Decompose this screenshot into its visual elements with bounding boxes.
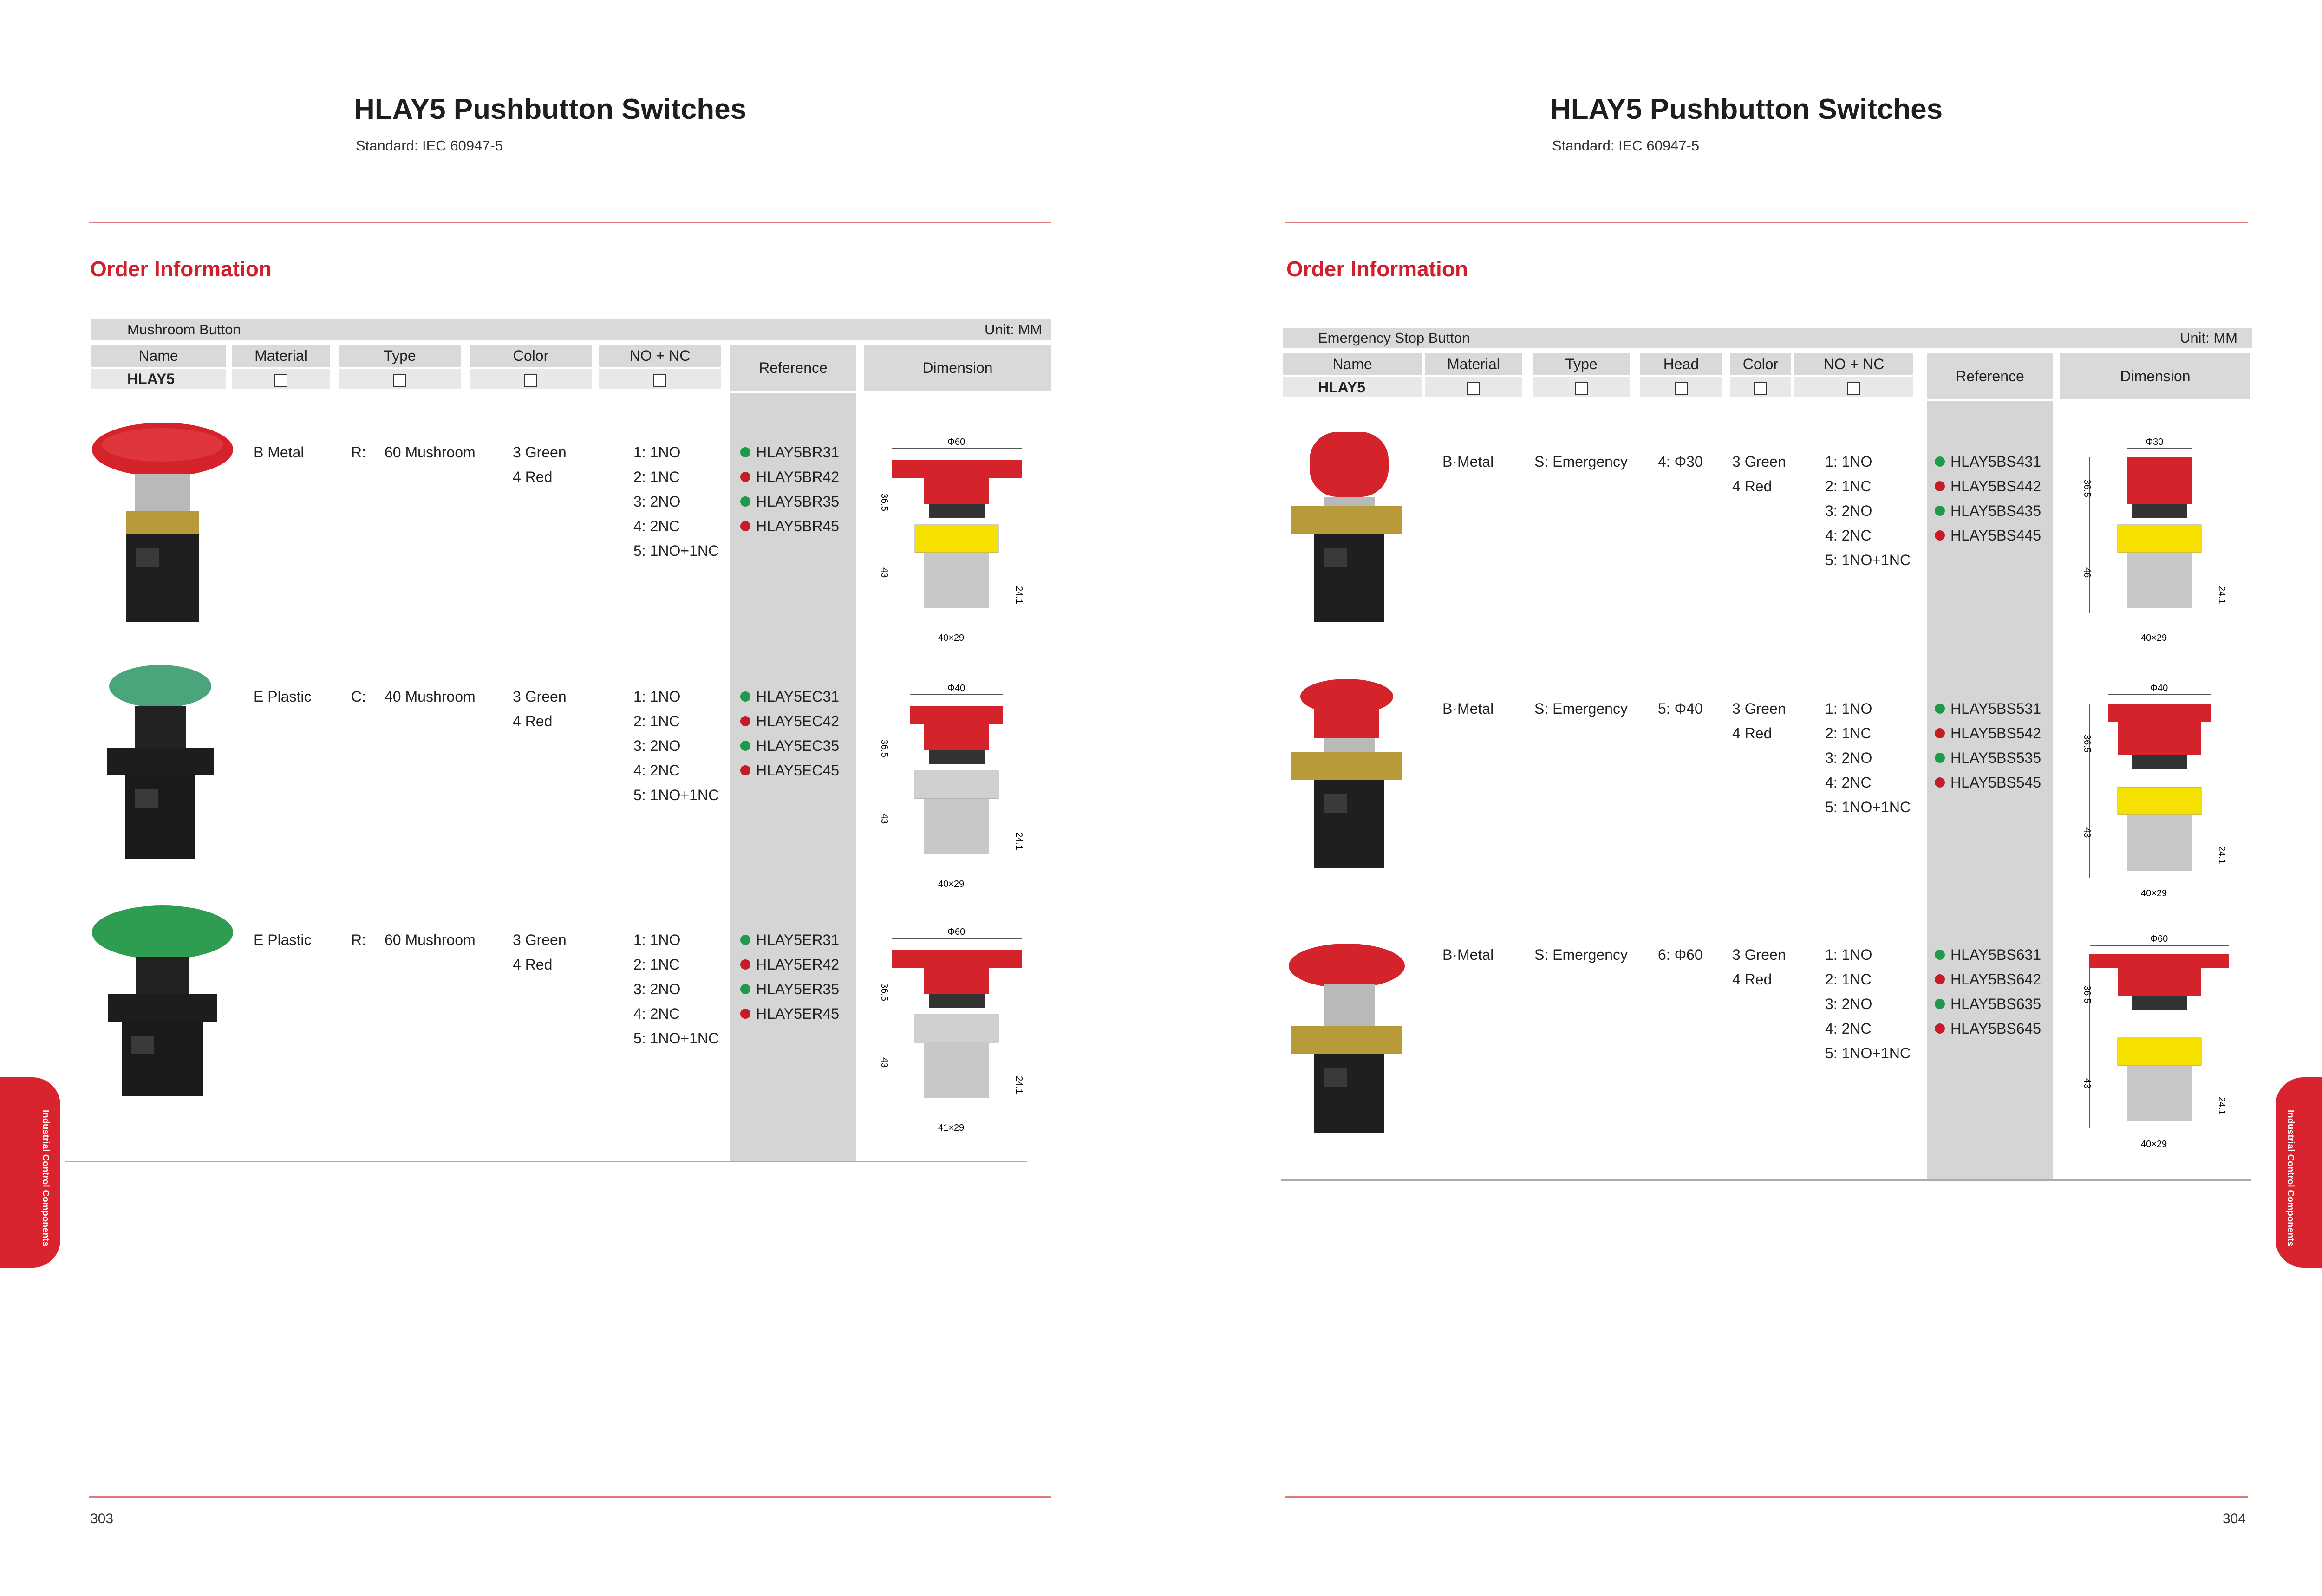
side-tab <box>2276 1077 2322 1268</box>
svg-text:36.5: 36.5 <box>2082 735 2092 753</box>
reference-item[interactable]: HLAY5EC45 <box>740 758 839 783</box>
header-name: Name <box>91 345 226 367</box>
reference-item[interactable]: HLAY5ER45 <box>740 1002 839 1026</box>
color-checkbox-cell <box>1730 377 1791 397</box>
head-value: 4: Φ30 <box>1658 453 1703 470</box>
svg-text:40×29: 40×29 <box>2141 633 2167 643</box>
reference-list <box>1935 449 2041 548</box>
side-tab-label: Industrial Control Components <box>2285 1110 2296 1247</box>
color-option: 4 Red <box>513 469 553 485</box>
page-title: HLAY5 Pushbutton Switches <box>354 93 747 125</box>
dimension-drawing <box>878 678 1036 896</box>
svg-text:Φ60: Φ60 <box>947 437 965 447</box>
green-dot-icon <box>1935 999 1945 1009</box>
side-tab <box>0 1077 60 1268</box>
head-value: 6: Φ60 <box>1658 946 1703 963</box>
reference-item[interactable]: HLAY5BS442 <box>1935 474 2041 499</box>
type-value: S: Emergency <box>1534 700 1628 717</box>
svg-text:24.1: 24.1 <box>1014 832 1024 850</box>
reference-item[interactable]: HLAY5ER42 <box>740 952 839 977</box>
name-value: HLAY5 <box>91 369 226 389</box>
svg-text:Φ40: Φ40 <box>947 683 965 693</box>
contact-option: 3: 2NO <box>633 737 681 754</box>
contact-option: 3: 2NO <box>1825 749 1872 766</box>
contacts-list <box>1825 697 1911 820</box>
svg-text:43: 43 <box>879 1057 889 1068</box>
page-number: 303 <box>90 1511 114 1526</box>
header-head: Head <box>1640 353 1722 375</box>
material-value: B Metal <box>254 444 304 461</box>
svg-text:41×29: 41×29 <box>938 1123 965 1133</box>
reference-item[interactable]: HLAY5ER31 <box>740 928 839 952</box>
emergency-button-photo <box>1286 427 1407 627</box>
svg-text:43: 43 <box>2082 827 2092 838</box>
contact-option: 3: 2NO <box>633 981 681 997</box>
head-checkbox[interactable] <box>1675 382 1688 395</box>
contact-option: 5: 1NO+1NC <box>633 787 719 803</box>
reference-list <box>1935 943 2041 1041</box>
material-value: E Plastic <box>254 932 312 948</box>
contact-option: 3: 2NO <box>633 493 681 510</box>
color-list <box>1732 449 1786 499</box>
green-dot-icon <box>740 496 750 507</box>
table-title-bar <box>91 319 1051 340</box>
red-dot-icon <box>740 472 750 482</box>
contact-option: 4: 2NC <box>1825 774 1872 791</box>
unit-label: Unit: MM <box>985 321 1042 338</box>
type-value: S: Emergency <box>1534 946 1628 963</box>
green-dot-icon <box>1935 506 1945 516</box>
section-heading: Order Information <box>90 257 272 281</box>
contact-option: 5: 1NO+1NC <box>633 542 719 559</box>
red-dot-icon <box>740 1009 750 1019</box>
reference-item[interactable]: HLAY5BS535 <box>1935 746 2041 770</box>
svg-text:24.1: 24.1 <box>2217 846 2227 864</box>
svg-text:24.1: 24.1 <box>1014 586 1024 604</box>
reference-item[interactable]: HLAY5BR35 <box>740 489 839 514</box>
contact-option: 4: 2NC <box>633 518 680 534</box>
reference-item[interactable]: HLAY5ER35 <box>740 977 839 1002</box>
reference-item[interactable]: HLAY5BS645 <box>1935 1016 2041 1041</box>
header-type: Type <box>339 345 461 367</box>
header-contacts: NO + NC <box>599 345 721 367</box>
color-option: 4 Red <box>513 956 553 973</box>
contact-option: 2: 1NC <box>1825 725 1872 742</box>
svg-text:40×29: 40×29 <box>2141 1139 2167 1149</box>
red-dot-icon <box>1935 974 1945 984</box>
type-code: R: <box>351 932 366 948</box>
type-checkbox-cell <box>1533 377 1630 397</box>
svg-text:43: 43 <box>879 814 889 824</box>
reference-item[interactable]: HLAY5EC31 <box>740 684 839 709</box>
svg-text:43: 43 <box>2082 1078 2092 1089</box>
material-value: B·Metal <box>1442 700 1494 717</box>
head-value: 5: Φ40 <box>1658 700 1703 717</box>
material-value: B·Metal <box>1442 453 1494 470</box>
red-dot-icon <box>1935 1023 1945 1034</box>
svg-text:36.5: 36.5 <box>879 739 889 757</box>
svg-text:36.5: 36.5 <box>2082 479 2092 497</box>
type-value: 60 Mushroom <box>385 932 476 948</box>
material-checkbox[interactable] <box>1467 382 1480 395</box>
red-dot-icon <box>1935 777 1945 788</box>
contact-option: 2: 1NC <box>633 469 680 485</box>
svg-text:Φ30: Φ30 <box>2146 437 2164 447</box>
svg-text:24.1: 24.1 <box>1014 1076 1024 1094</box>
svg-text:Φ60: Φ60 <box>947 927 965 937</box>
emergency-button-photo <box>1286 678 1407 873</box>
contact-option: 1: 1NO <box>633 444 681 461</box>
red-dot-icon <box>1935 530 1945 541</box>
reference-item[interactable]: HLAY5BS631 <box>1935 943 2041 967</box>
svg-text:40×29: 40×29 <box>938 633 965 643</box>
unit-label: Unit: MM <box>2180 330 2237 346</box>
page-title: HLAY5 Pushbutton Switches <box>1550 93 1943 125</box>
contact-option: 2: 1NC <box>1825 971 1872 988</box>
red-dot-icon <box>740 521 750 531</box>
contact-option: 5: 1NO+1NC <box>1825 552 1911 568</box>
color-checkbox[interactable] <box>1754 382 1767 395</box>
dimension-drawing <box>2081 432 2238 650</box>
reference-item[interactable]: HLAY5EC42 <box>740 709 839 734</box>
mushroom-button-photo <box>89 423 236 627</box>
color-list <box>513 440 567 489</box>
table-bottom-line <box>1281 1179 2251 1181</box>
reference-item[interactable]: HLAY5BR31 <box>740 440 839 465</box>
contact-option: 4: 2NC <box>1825 1020 1872 1037</box>
reference-item[interactable]: HLAY5BS531 <box>1935 697 2041 721</box>
mushroom-button-photo <box>89 905 236 1101</box>
type-code: R: <box>351 444 366 461</box>
material-value: B·Metal <box>1442 946 1494 963</box>
page-number: 304 <box>2223 1511 2246 1526</box>
contact-option: 1: 1NO <box>633 688 681 705</box>
header-name: Name <box>1283 353 1422 375</box>
contact-option: 5: 1NO+1NC <box>1825 1045 1911 1062</box>
standard-label: Standard: IEC 60947-5 <box>356 137 503 154</box>
type-checkbox[interactable] <box>1575 382 1588 395</box>
color-checkbox[interactable] <box>524 374 537 387</box>
header-dimension: Dimension <box>2060 353 2250 399</box>
svg-text:36.5: 36.5 <box>879 983 889 1001</box>
table-title: Mushroom Button <box>127 321 241 338</box>
green-dot-icon <box>1935 950 1945 960</box>
contacts-list <box>1825 943 1911 1066</box>
svg-text:Φ60: Φ60 <box>2150 934 2168 944</box>
standard-label: Standard: IEC 60947-5 <box>1552 137 1700 154</box>
green-dot-icon <box>1935 753 1945 763</box>
reference-list <box>740 928 839 1026</box>
reference-item[interactable]: HLAY5BS642 <box>1935 967 2041 992</box>
header-contacts: NO + NC <box>1794 353 1913 375</box>
header-material: Material <box>232 345 330 367</box>
contact-option: 4: 2NC <box>633 1005 680 1022</box>
contact-option: 3: 2NO <box>1825 502 1872 519</box>
type-code: C: <box>351 688 366 705</box>
color-checkbox-cell <box>470 369 592 389</box>
contacts-list <box>633 928 719 1051</box>
material-value: E Plastic <box>254 688 312 705</box>
dimension-drawing <box>878 432 1036 650</box>
green-dot-icon <box>1935 456 1945 467</box>
contact-option: 4: 2NC <box>633 762 680 779</box>
svg-text:43: 43 <box>879 567 889 578</box>
divider <box>1285 222 2248 223</box>
red-dot-icon <box>1935 481 1945 491</box>
red-dot-icon <box>740 765 750 775</box>
color-list <box>1732 697 1786 746</box>
color-option: 3 Green <box>1732 700 1786 717</box>
header-color: Color <box>470 345 592 367</box>
contact-option: 1: 1NO <box>1825 700 1872 717</box>
contacts-checkbox-cell <box>599 369 721 389</box>
svg-text:24.1: 24.1 <box>2217 586 2227 604</box>
color-list <box>513 928 567 977</box>
red-dot-icon <box>740 959 750 970</box>
green-dot-icon <box>740 935 750 945</box>
material-checkbox[interactable] <box>274 374 287 387</box>
table-title: Emergency Stop Button <box>1318 330 1470 346</box>
green-dot-icon <box>740 984 750 994</box>
reference-item[interactable]: HLAY5EC35 <box>740 734 839 758</box>
material-checkbox-cell <box>1425 377 1522 397</box>
type-checkbox-cell <box>339 369 461 389</box>
contact-option: 5: 1NO+1NC <box>1825 799 1911 815</box>
reference-item[interactable]: HLAY5BR42 <box>740 465 839 489</box>
color-option: 3 Green <box>513 932 567 948</box>
contact-option: 2: 1NC <box>1825 478 1872 495</box>
color-option: 4 Red <box>513 713 553 730</box>
contact-option: 1: 1NO <box>1825 453 1872 470</box>
type-checkbox[interactable] <box>393 374 406 387</box>
reference-list <box>740 684 839 783</box>
material-checkbox-cell <box>232 369 330 389</box>
head-checkbox-cell <box>1640 377 1722 397</box>
svg-text:40×29: 40×29 <box>2141 888 2167 899</box>
svg-text:24.1: 24.1 <box>2217 1097 2227 1115</box>
green-dot-icon <box>740 691 750 702</box>
type-value: S: Emergency <box>1534 453 1628 470</box>
emergency-button-photo <box>1286 943 1407 1138</box>
contacts-checkbox[interactable] <box>1847 382 1860 395</box>
color-option: 4 Red <box>1732 478 1772 495</box>
color-list <box>513 684 567 734</box>
contacts-list <box>633 684 719 808</box>
contact-option: 5: 1NO+1NC <box>633 1030 719 1047</box>
header-color: Color <box>1730 353 1791 375</box>
name-value: HLAY5 <box>1283 377 1422 397</box>
reference-list <box>740 440 839 539</box>
svg-text:40×29: 40×29 <box>938 879 965 889</box>
footer-divider <box>1285 1496 2248 1498</box>
contacts-checkbox-cell <box>1794 377 1913 397</box>
contact-option: 2: 1NC <box>633 713 680 730</box>
header-reference: Reference <box>1927 353 2053 399</box>
dimension-drawing <box>2081 678 2238 905</box>
header-type: Type <box>1533 353 1630 375</box>
header-material: Material <box>1425 353 1522 375</box>
table-bottom-line <box>65 1161 1027 1162</box>
green-dot-icon <box>740 447 750 457</box>
reference-item[interactable]: HLAY5BS431 <box>1935 449 2041 474</box>
type-value: 40 Mushroom <box>385 688 476 705</box>
header-dimension: Dimension <box>864 345 1051 391</box>
color-option: 3 Green <box>513 688 567 705</box>
color-option: 3 Green <box>1732 453 1786 470</box>
type-value: 60 Mushroom <box>385 444 476 461</box>
color-list <box>1732 943 1786 992</box>
reference-item[interactable]: HLAY5BS635 <box>1935 992 2041 1016</box>
color-option: 3 Green <box>513 444 567 461</box>
svg-text:Φ40: Φ40 <box>2150 683 2168 693</box>
section-heading: Order Information <box>1286 257 1468 281</box>
contact-option: 3: 2NO <box>1825 996 1872 1012</box>
red-dot-icon <box>740 716 750 726</box>
color-option: 4 Red <box>1732 725 1772 742</box>
contact-option: 4: 2NC <box>1825 527 1872 544</box>
dimension-drawing <box>878 922 1036 1140</box>
dimension-drawing <box>2081 929 2238 1156</box>
reference-item[interactable]: HLAY5BR45 <box>740 514 839 539</box>
color-option: 4 Red <box>1732 971 1772 988</box>
red-dot-icon <box>1935 728 1945 738</box>
header-reference: Reference <box>730 345 856 391</box>
svg-text:36.5: 36.5 <box>2082 985 2092 1003</box>
reference-item[interactable]: HLAY5BS445 <box>1935 523 2041 548</box>
reference-item[interactable]: HLAY5BS542 <box>1935 721 2041 746</box>
svg-text:36.5: 36.5 <box>879 493 889 511</box>
contacts-checkbox[interactable] <box>653 374 666 387</box>
side-tab-label: Industrial Control Components <box>40 1110 51 1247</box>
reference-item[interactable]: HLAY5BS435 <box>1935 499 2041 523</box>
contact-option: 1: 1NO <box>633 932 681 948</box>
svg-text:46: 46 <box>2082 567 2092 578</box>
green-dot-icon <box>1935 704 1945 714</box>
divider <box>89 222 1051 223</box>
contact-option: 2: 1NC <box>633 956 680 973</box>
green-dot-icon <box>740 741 750 751</box>
footer-divider <box>89 1496 1051 1498</box>
color-option: 3 Green <box>1732 946 1786 963</box>
reference-item[interactable]: HLAY5BS545 <box>1935 770 2041 795</box>
table-title-bar <box>1283 328 2252 348</box>
reference-list <box>1935 697 2041 795</box>
mushroom-button-photo <box>98 664 223 864</box>
contacts-list <box>633 440 719 563</box>
contacts-list <box>1825 449 1911 573</box>
contact-option: 1: 1NO <box>1825 946 1872 963</box>
